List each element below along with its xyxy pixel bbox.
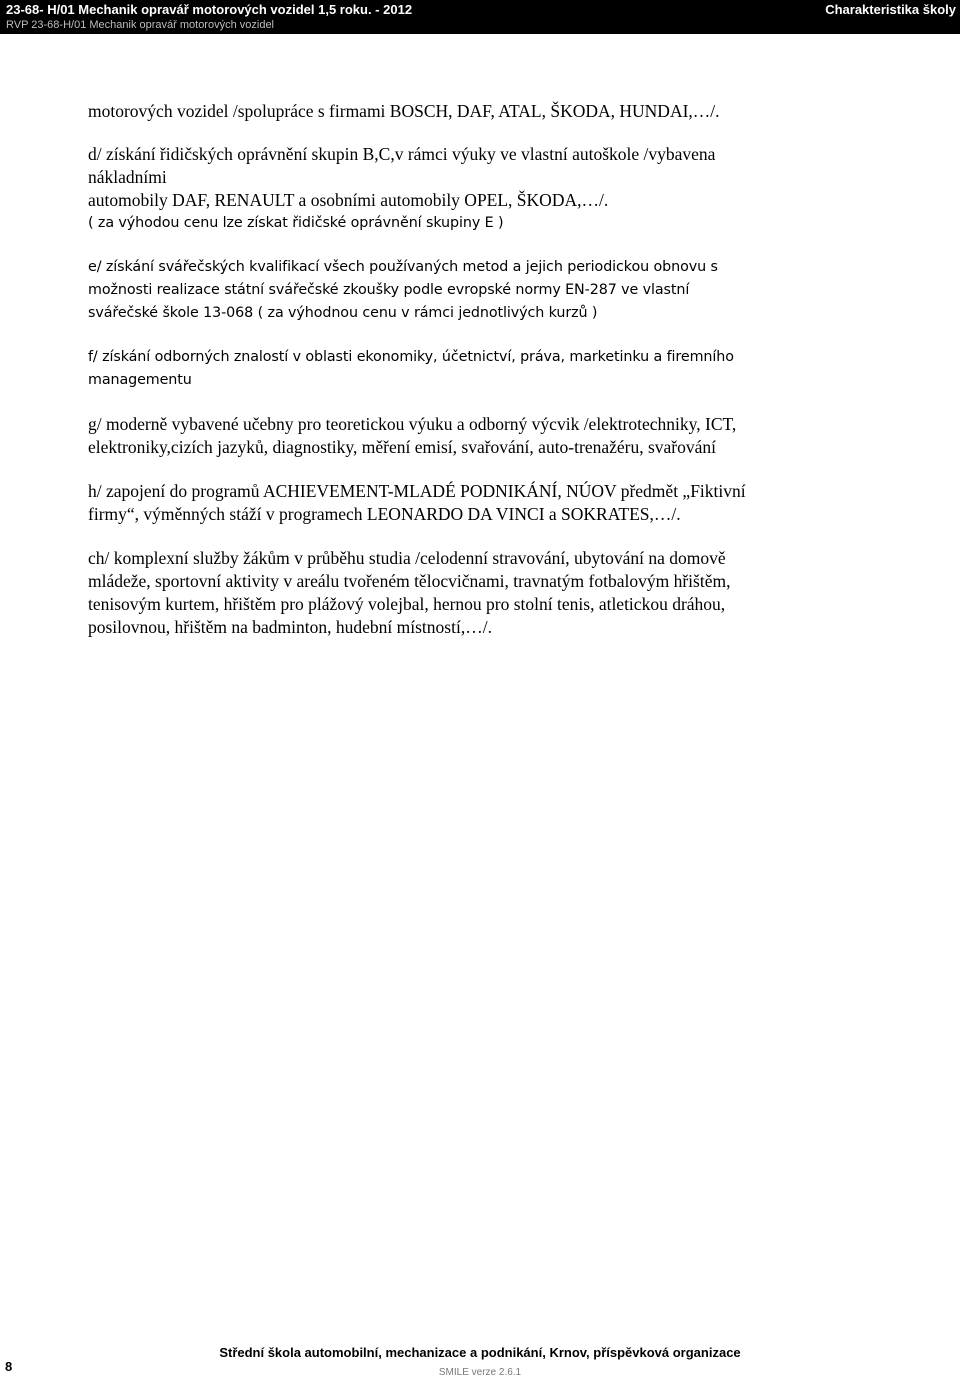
paragraph-bosch — [88, 100, 878, 123]
text-line: managementu — [88, 372, 192, 388]
text-line: elektroniky,cizích jazyků, diagnostiky, měření emisí, svařování, auto-trenažéru, svařování — [88, 437, 717, 457]
text-line: ( za výhodou cenu lze získat řidičské oprávnění skupiny E ) — [88, 215, 504, 231]
paragraph-h-programs — [88, 480, 878, 526]
text-line: d/ získání řidičských oprávnění skupin B,C,v rámci výuky ve vlastní autoškole /vybavena — [88, 144, 716, 164]
text-line: možnosti realizace státní svářečské zkoušky podle evropské normy EN-287 ve vlastní — [88, 282, 690, 298]
paragraph-e-welding — [88, 256, 878, 325]
text-line: posilovnou, hřištěm na badminton, hudební místností,…/. — [88, 617, 492, 637]
text-line: firmy“, výměnných stáží v programech LEONARDO DA VINCI a SOKRATES,…/. — [88, 504, 681, 524]
text-line: ch/ komplexní služby žákům v průběhu studia /celodenní stravování, ubytování na domově — [88, 548, 726, 568]
paragraph-g-classrooms — [88, 413, 878, 459]
document-subtitle: RVP 23-68-H/01 Mechanik opravář motorových vozidel — [6, 19, 275, 31]
section-title: Charakteristika školy — [825, 2, 956, 17]
document-title: 23-68- H/01 Mechanik opravář motorových vozidel 1,5 roku. - 2012 — [6, 2, 413, 17]
paragraph-f-economics — [88, 346, 878, 392]
text-line: mládeže, sportovní aktivity v areálu tvořeném tělocvičnami, travnatým fotbalovým hřištěm, — [88, 571, 731, 591]
school-name: Střední škola automobilní, mechanizace a podnikání, Krnov, příspěvková organizace — [219, 1345, 741, 1360]
text-line: tenisovým kurtem, hřištěm pro plážový volejbal, hernou pro stolní tenis, atletickou dráhou, — [88, 594, 726, 614]
text-line: f/ získání odborných znalostí v oblasti ekonomiky, účetnictví, práva, marketinku a firemního — [88, 349, 734, 365]
software-version: SMILE verze 2.6.1 — [438, 1367, 522, 1378]
page-number: 8 — [5, 1359, 13, 1374]
paragraph-d-driving-licenses — [88, 143, 878, 235]
text-line: h/ zapojení do programů ACHIEVEMENT-MLADÉ PODNIKÁNÍ, NÚOV předmět „Fiktivní — [88, 481, 746, 501]
text-line: svářečské škole 13-068 ( za výhodnou cenu v rámci jednotlivých kurzů ) — [88, 305, 598, 321]
document-body — [88, 100, 878, 639]
text-line: g/ moderně vybavené učebny pro teoretickou výuku a odborný výcvik /elektrotechniky, ICT, — [88, 414, 737, 434]
text-line: e/ získání svářečských kvalifikací všech používaných metod a jejich periodickou obnovu s — [88, 259, 718, 275]
paragraph-ch-services — [88, 547, 878, 639]
text-line: nákladními — [88, 167, 167, 187]
text-line: automobily DAF, RENAULT a osobními automobily OPEL, ŠKODA,…/. — [88, 190, 609, 210]
page-header — [0, 0, 960, 34]
text-line: motorových vozidel /spolupráce s firmami BOSCH, DAF, ATAL, ŠKODA, HUNDAI,…/. — [88, 101, 720, 121]
